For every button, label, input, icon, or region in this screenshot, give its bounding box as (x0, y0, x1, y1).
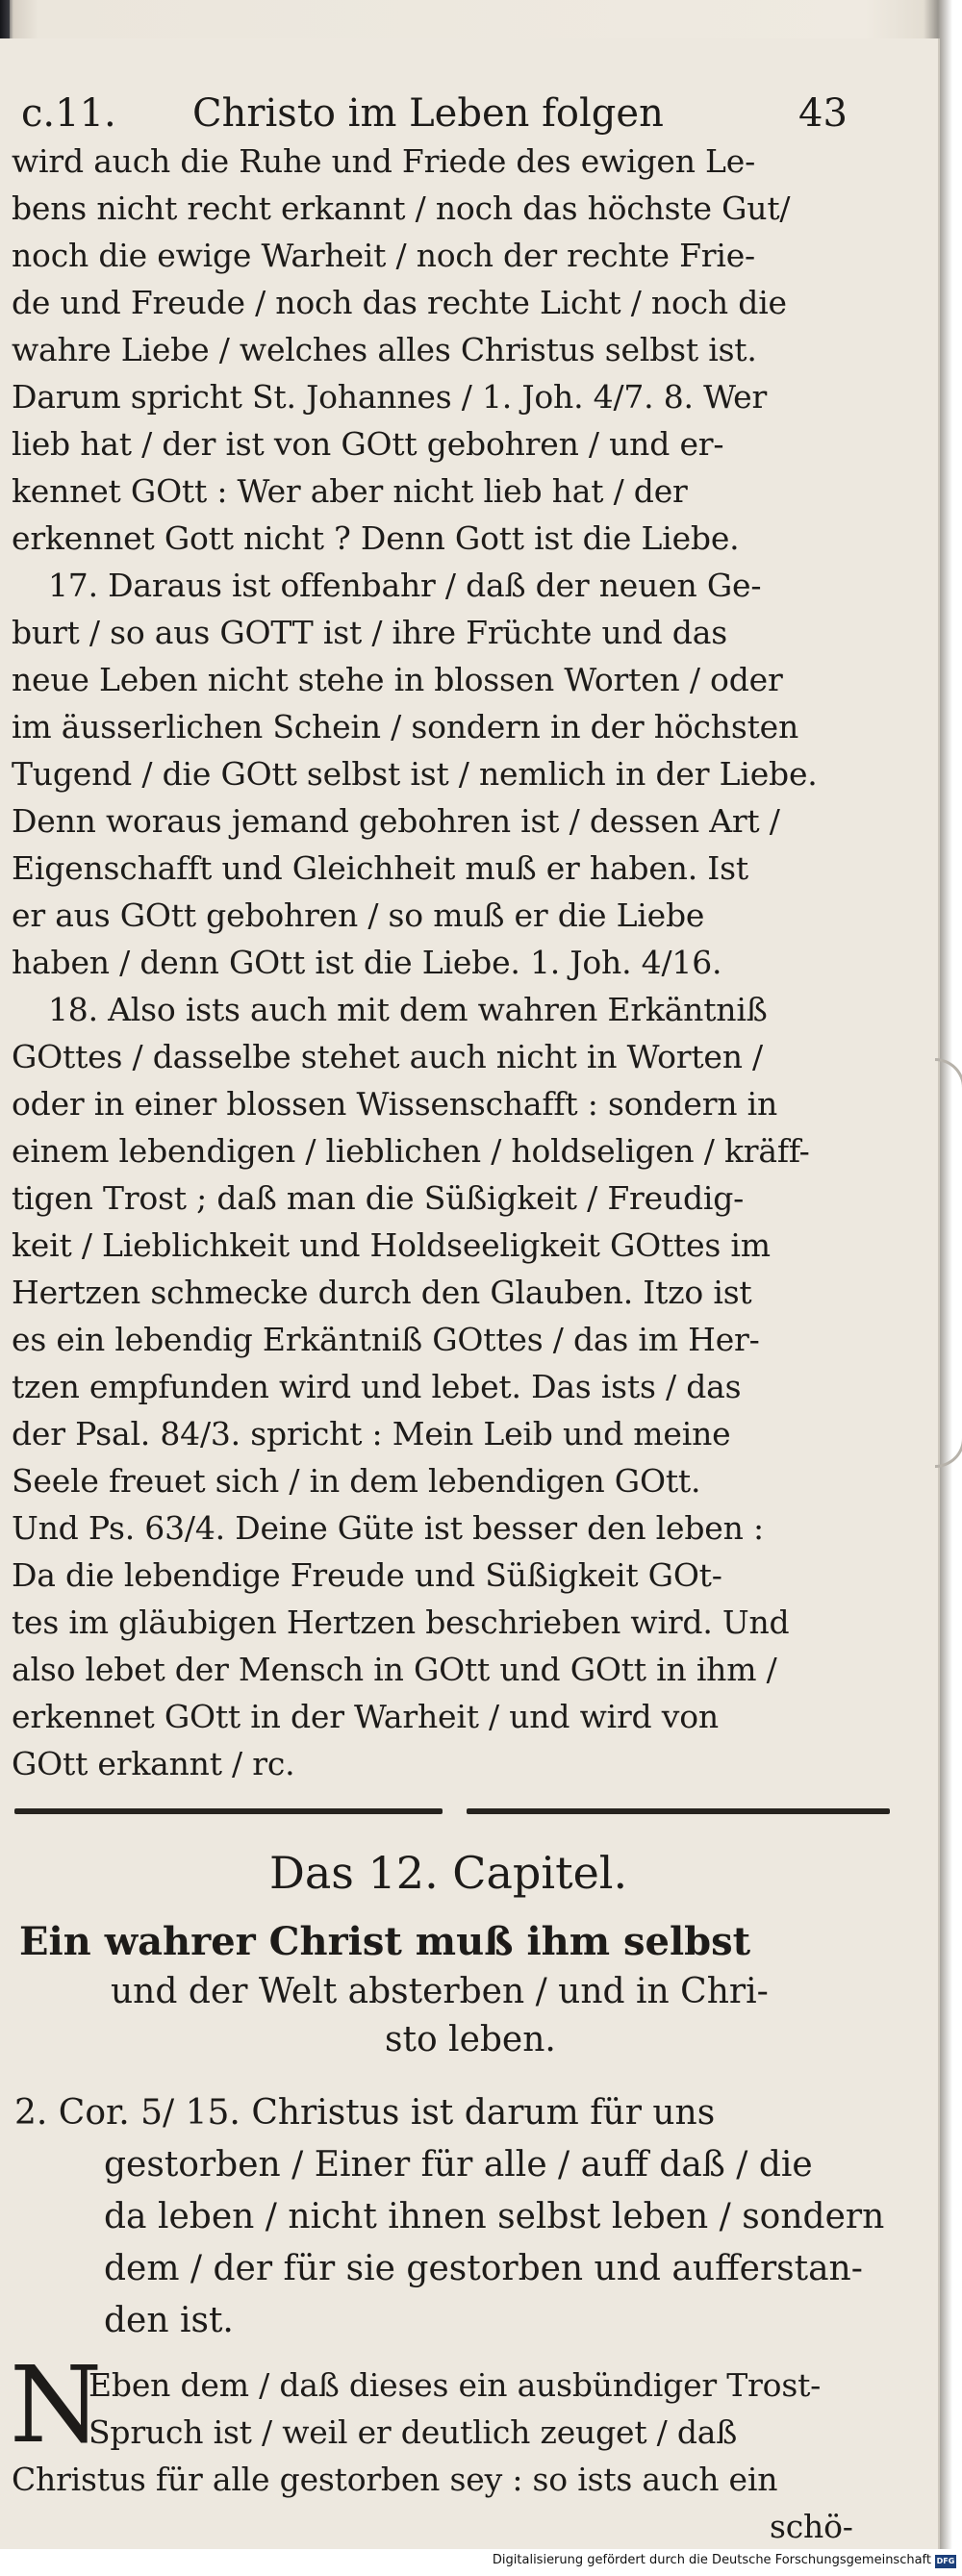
text-line: 17. Daraus ist offenbahr / daß der neuen Ge- (48, 567, 762, 604)
text-line: tigen Trost ; daß man die Süßigkeit / Freudig- (12, 1179, 745, 1217)
book-page (0, 38, 940, 2549)
footer-bar (0, 2549, 962, 2576)
text-line: kennet GOtt : Wer aber nicht lieb hat / der (12, 472, 688, 510)
text-line: Darum spricht St. Johannes / 1. Joh. 4/7. 8. Wer (12, 378, 768, 416)
funding-credit: Digitalisierung gefördert durch die Deutsche Forschungsgemeinschaft (492, 2553, 931, 2567)
text-line: keit / Lieblichkeit und Holdseeligkeit GOttes im (12, 1226, 771, 1264)
text-line: Eben dem / daß dieses ein ausbündiger Trost- (89, 2366, 822, 2404)
dfg-logo-icon: DFG (935, 2555, 956, 2568)
verse-line: 2. Cor. 5/ 15. Christus ist darum für uns (14, 2093, 716, 2133)
text-line: wird auch die Ruhe und Friede des ewigen Le- (12, 142, 756, 180)
text-line: der Psal. 84/3. spricht : Mein Leib und meine (12, 1415, 731, 1452)
chapter-reference: c.11. (21, 91, 116, 136)
chapter-heading-line-3: sto leben. (385, 2020, 556, 2059)
text-line: tzen empfunden wird und lebet. Das ists / das (12, 1368, 742, 1405)
separator-rule-left (14, 1808, 443, 1814)
text-line: Eigenschafft und Gleichheit muß er haben. Ist (12, 849, 748, 887)
verse-line: da leben / nicht ihnen selbst leben / sondern (104, 2197, 885, 2236)
page-number: 43 (798, 91, 848, 136)
text-line: GOttes / dasselbe stehet auch nicht in Worten / (12, 1038, 763, 1075)
text-line: oder in einer blossen Wissenschafft : sondern in (12, 1085, 778, 1123)
verse-line: gestorben / Einer für alle / auff daß / die (104, 2145, 813, 2185)
text-line: tes im gläubigen Hertzen beschrieben wird. Und (12, 1604, 790, 1641)
verse-line: dem / der für sie gestorben und aufferstan- (104, 2249, 863, 2288)
text-line: de und Freude / noch das rechte Licht / noch die (12, 284, 787, 321)
text-line: erkennet Gott nicht ? Denn Gott ist die Liebe. (12, 519, 740, 557)
chapter-heading-line-1: Ein wahrer Christ muß ihm selbst (19, 1919, 751, 1964)
text-line: Tugend / die GOtt selbst ist / nemlich in der Liebe. (12, 755, 818, 793)
drop-cap: N (10, 2343, 103, 2466)
text-line: er aus GOtt gebohren / so muß er die Liebe (12, 897, 705, 934)
text-line: Hertzen schmecke durch den Glauben. Itzo ist (12, 1274, 752, 1311)
running-title: Christo im Leben folgen (192, 91, 664, 136)
text-line: neue Leben nicht stehe in blossen Worten / oder (12, 661, 783, 698)
text-line: Und Ps. 63/4. Deine Güte ist besser den leben : (12, 1509, 764, 1547)
text-line: also lebet der Mensch in GOtt und GOtt in ihm / (12, 1651, 777, 1688)
text-line: haben / denn GOtt ist die Liebe. 1. Joh. 4/16. (12, 944, 722, 981)
separator-rule-right (467, 1808, 890, 1814)
chapter-heading-line-2: und der Welt absterben / und in Chri- (111, 1972, 769, 2011)
text-line: erkennet GOtt in der Warheit / und wird von (12, 1698, 719, 1735)
text-line: einem lebendigen / lieblichen / holdseligen / kräff- (12, 1132, 810, 1170)
verse-line: den ist. (104, 2301, 234, 2340)
text-line: GOtt erkannt / rc. (12, 1745, 295, 1782)
page-clip (935, 1058, 962, 1468)
text-line: bens nicht recht erkannt / noch das höchste Gut/ (12, 189, 791, 227)
chapter-title: Das 12. Capitel. (269, 1847, 628, 1899)
text-line: es ein lebendig Erkäntniß GOttes / das im Her- (12, 1321, 760, 1358)
text-line: Christus für alle gestorben sey : so ists auch ein (12, 2461, 778, 2498)
text-line: Da die lebendige Freude und Süßigkeit GOt- (12, 1556, 722, 1594)
text-line: noch die ewige Warheit / noch der rechte Frie- (12, 237, 756, 274)
text-line: Spruch ist / weil er deutlich zeuget / daß (89, 2413, 738, 2451)
text-line: im äusserlichen Schein / sondern in der höchsten (12, 708, 799, 745)
text-line: burt / so aus GOTT ist / ihre Früchte und das (12, 614, 727, 651)
text-line: Denn woraus jemand gebohren ist / dessen Art / (12, 802, 780, 840)
text-line: lieb hat / der ist von GOtt gebohren / und er- (12, 425, 724, 463)
catchword: schö- (770, 2508, 853, 2545)
text-line: wahre Liebe / welches alles Christus selbst ist. (12, 331, 757, 368)
text-line: 18. Also ists auch mit dem wahren Erkäntniß (48, 991, 768, 1028)
text-line: Seele freuet sich / in dem lebendigen GOtt. (12, 1462, 701, 1500)
